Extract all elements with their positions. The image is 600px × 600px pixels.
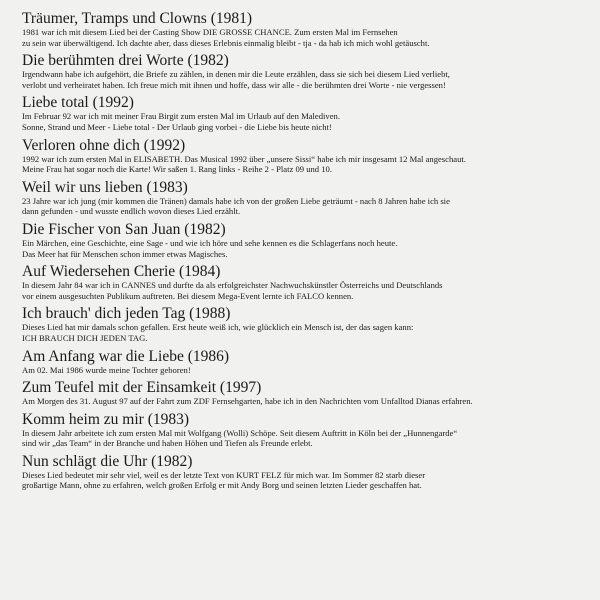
song-note-text: Am 02. Mai 1986 wurde meine Tochter geboren! <box>22 364 191 375</box>
song-title: Verloren ohne dich (1992) <box>22 136 186 154</box>
song-note <box>22 305 580 343</box>
song-note-text: zu sein war überwältigend. Ich dachte aber, dass dieses Erlebnis einmalig bleibt - tja - da hab ich mich wohl getäuscht. <box>22 37 430 48</box>
song-note-text: Ein Märchen, eine Geschichte, eine Sage - und wie ich höre und sehe kennen es die Schlagerfans noch heute. <box>22 237 398 248</box>
song-note <box>22 411 580 449</box>
song-note <box>22 137 580 175</box>
song-note <box>22 10 580 48</box>
song-note-text: ICH BRAUCH DICH JEDEN TAG. <box>22 332 148 343</box>
song-note <box>22 453 580 491</box>
song-title: Am Anfang war die Liebe (1986) <box>22 347 230 365</box>
song-note-text: Am Morgen des 31. August 97 auf der Fahrt zum ZDF Fernsehgarten, habe ich in den Nachrichten vom Unfalltod Dianas erfahren. <box>22 396 473 407</box>
song-note-text: 1981 war ich mit diesem Lied bei der Casting Show DIE GROSSE CHANCE. Zum ersten Mal im Fernsehen <box>22 27 398 37</box>
song-note-text: großartige Mann, ohne zu erfahren, welch großen Erfolg er mit Andy Borg und seinen letzten Lieder geschaffen hat. <box>22 480 422 491</box>
song-note <box>22 221 580 259</box>
song-title: Die Fischer von San Juan (1982) <box>22 220 226 238</box>
song-notes-list <box>22 10 580 491</box>
song-note-text: Meine Frau hat sogar noch die Karte! Wir saßen 1. Rang links - Reihe 2 - Platz 09 und 10. <box>22 164 332 175</box>
song-note <box>22 179 580 217</box>
song-note <box>22 52 580 90</box>
song-note <box>22 379 580 407</box>
song-note <box>22 94 580 132</box>
song-title: Auf Wiedersehen Cherie (1984) <box>22 263 221 281</box>
song-title: Nun schlägt die Uhr (1982) <box>22 452 193 470</box>
song-title: Träumer, Tramps und Clowns (1981) <box>22 10 253 27</box>
song-title: Ich brauch' dich jeden Tag (1988) <box>22 305 231 323</box>
song-note-text: verlobt und verheiratet haben. Ich freue mich mit ihnen und hoffe, dass wir alle - die berühmten drei Worte - nie vergessen! <box>22 79 446 90</box>
song-note-text: dann gefunden - und wusste endlich wovon dieses Lied erzählt. <box>22 206 241 217</box>
song-note <box>22 263 580 301</box>
song-title: Weil wir uns lieben (1983) <box>22 178 188 196</box>
song-note-text: 23 Jahre war ich jung (mir kommen die Tränen) damals habe ich von der großen Liebe geträumt - nach 8 Jahren habe ich sie <box>22 195 450 206</box>
song-note-text: In diesem Jahr arbeitete ich zum ersten Mal mit Wolfgang (Wolli) Schöpe. Seit diesem Auftritt in Köln bei der „Hunnengarde“ <box>22 427 458 438</box>
song-note <box>22 348 580 376</box>
song-title: Zum Teufel mit der Einsamkeit (1997) <box>22 379 262 397</box>
song-note-text: Dieses Lied bedeutet mir sehr viel, weil es der letzte Text von KURT FELZ für mich war. Im Sommer 82 starb dieser <box>22 469 426 480</box>
song-note-text: sind wir „das Team“ in der Branche und haben Höhen und Tiefen als Freunde erlebt. <box>22 438 313 449</box>
song-note-text: Im Februar 92 war ich mit meiner Frau Birgit zum ersten Mal im Urlaub auf den Malediven. <box>22 111 340 122</box>
song-title: Die berühmten drei Worte (1982) <box>22 52 229 70</box>
song-note-text: Dieses Lied hat mir damals schon gefallen. Erst heute weiß ich, wie glücklich ein Mensch ist, der das sagen kann: <box>22 322 414 333</box>
song-note-text: 1992 war ich zum ersten Mal in ELISABETH. Das Musical 1992 über „unsere Sissi“ habe ich mir insgesamt 12 Mal angeschaut. <box>22 153 466 164</box>
song-title: Komm heim zu mir (1983) <box>22 410 190 428</box>
song-note-text: vor einem ausgesuchten Publikum auftreten. Bei diesem Mega-Event lernte ich FALCO kennen. <box>22 290 354 301</box>
song-note-text: Sonne, Strand und Meer - Liebe total - Der Urlaub ging vorbei - die Liebe bis heute nicht! <box>22 121 332 132</box>
song-title: Liebe total (1992) <box>22 94 134 112</box>
song-note-text: Das Meer hat für Menschen schon immer etwas Magisches. <box>22 248 228 259</box>
song-note-text: In diesem Jahr 84 war ich in CANNES und durfte da als erfolgreichster Nachwuchskünstler Österreichs und Deutschlands <box>22 280 443 291</box>
song-note-text: Irgendwann habe ich aufgehört, die Briefe zu zählen, in denen mir die Leute erzählen, dass sie sich bei diesem Lied verliebt, <box>22 69 450 80</box>
